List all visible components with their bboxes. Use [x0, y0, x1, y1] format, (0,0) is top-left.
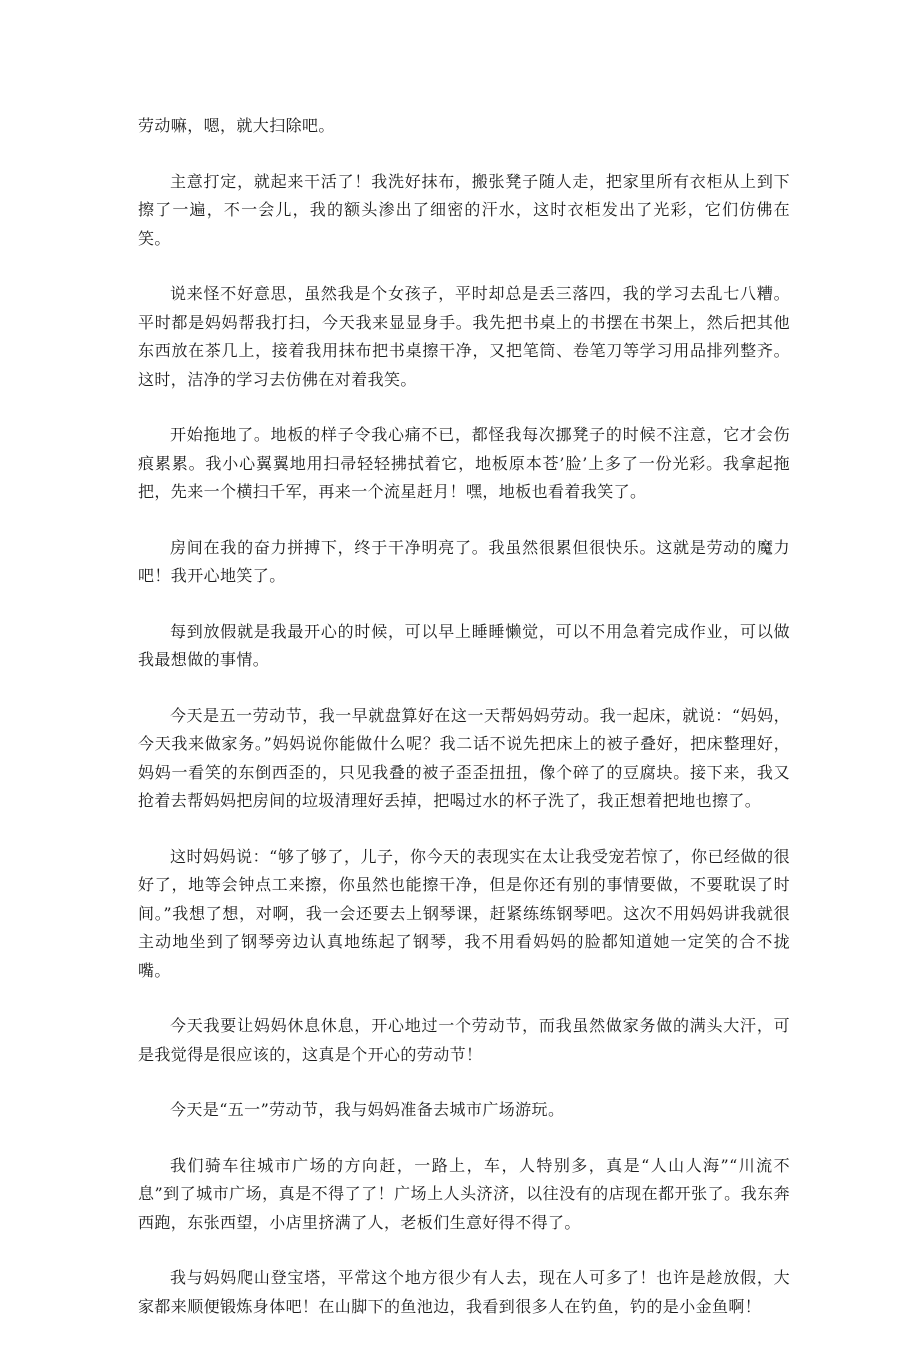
paragraph-6: 每到放假就是我最开心的时候，可以早上睡睡懒觉，可以不用急着完成作业，可以做我最想做的事情。: [138, 621, 790, 669]
paragraph-9: 今天我要让妈妈休息休息，开心地过一个劳动节，而我虽然做家务做的满头大汗，可是我觉得是很应该的，这真是个开心的劳动节！: [138, 1016, 790, 1064]
paragraph-12: 我与妈妈爬山登宝塔，平常这个地方很少有人去，现在人可多了！也许是趁放假，大家都来顺便锻炼身体吧！在山脚下的鱼池边，我看到很多人在钓鱼，钓的是小金鱼啊！: [138, 1268, 790, 1316]
paragraph-2: 主意打定，就起来干活了！我洗好抹布，搬张凳子随人走，把家里所有衣柜从上到下擦了一遍，不一会儿，我的额头渗出了细密的汗水，这时衣柜发出了光彩，它们仿佛在笑。: [138, 171, 790, 248]
paragraph-3: 说来怪不好意思，虽然我是个女孩子，平时却总是丢三落四，我的学习去乱七八糟。平时都是妈妈帮我打扫，今天我来显显身手。我先把书桌上的书摆在书架上，然后把其他东西放在茶几上，接着我用抹布把书桌擦干净，又把笔筒、卷笔刀等学习用品排列整齐。这时，洁净的学习去仿佛在对着我笑。: [138, 284, 790, 389]
paragraph-4: 开始拖地了。地板的样子令我心痛不已，都怪我每次挪凳子的时候不注意，它才会伤痕累累。我小心翼翼地用扫帚轻轻拂拭着它，地板原本苍’脸’上多了一份光彩。我拿起拖把，先来一个横扫千军，再来一个流星赶月！嘿，地板也看着我笑了。: [138, 425, 790, 501]
paragraph-11: 我们骑车往城市广场的方向赶，一路上，车，人特别多，真是“人山人海”“川流不息”到了城市广场，真是不得了了！广场上人头济济，以往没有的店现在都开张了。我东奔西跑，东张西望，小店里挤满了人，老板们生意好得不得了。: [138, 1155, 790, 1232]
paragraph-7: 今天是五一劳动节，我一早就盘算好在这一天帮妈妈劳动。我一起床，就说：“妈妈，今天我来做家务。”妈妈说你能做什么呢？我二话不说先把床上的被子叠好，把床整理好，妈妈一看笑的东倒西歪的，只见我叠的被子歪歪扭扭，像个碎了的豆腐块。接下来，我又抢着去帮妈妈把房间的垃圾清理好丢掉，把喝过水的杯子洗了，我正想着把地也擦了。: [138, 705, 790, 810]
paragraph-5: 房间在我的奋力拼搏下，终于干净明亮了。我虽然很累但很快乐。这就是劳动的魔力吧！我开心地笑了。: [138, 537, 790, 585]
paragraph-8: 这时妈妈说：“够了够了，儿子，你今天的表现实在太让我受宠若惊了，你已经做的很好了，地等会钟点工来擦，你虽然也能擦干净，但是你还有别的事情要做，不要耽误了时间。”我想了想，对啊，我一会还要去上钢琴课，赶紧练练钢琴吧。这次不用妈妈讲我就很主动地坐到了钢琴旁边认真地练起了钢琴，我不用看妈妈的脸都知道她一定笑的合不拢嘴。: [138, 846, 790, 980]
document-body: [138, 112, 790, 1348]
paragraph-10: 今天是“五一”劳动节，我与妈妈准备去城市广场游玩。: [170, 1100, 565, 1119]
paragraph-1: 劳动嘛，嗯，就大扫除吧。: [138, 116, 335, 135]
